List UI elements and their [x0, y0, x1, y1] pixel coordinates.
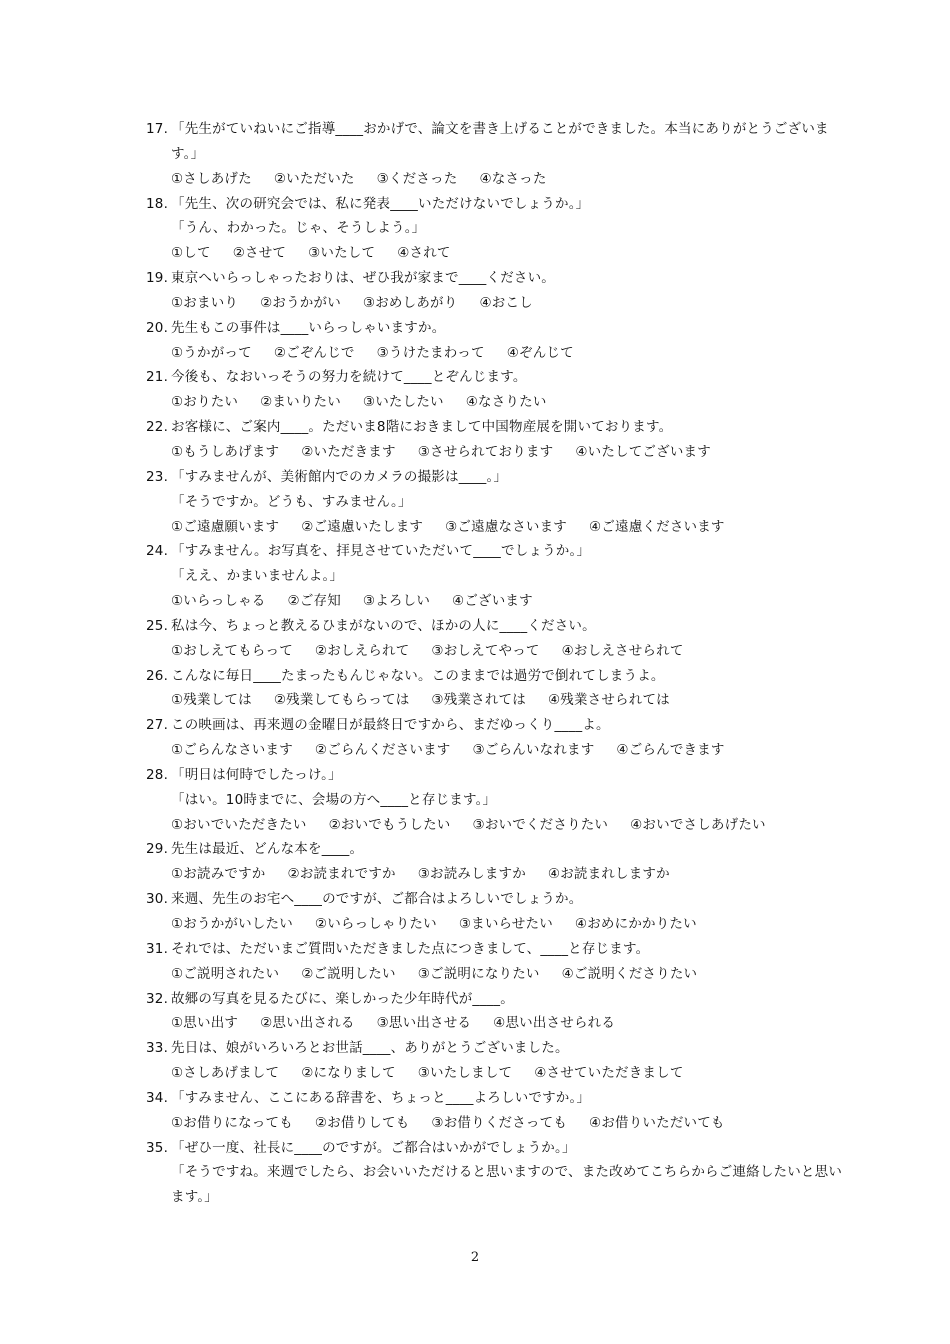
answer-option: ②ご存知 — [287, 593, 341, 610]
answer-option: ③くださった — [376, 170, 458, 187]
question-text: 「明日は何時でしたっけ。」 — [171, 766, 342, 783]
answer-option: ①おうかがいしたい — [171, 916, 293, 932]
answer-option: ③うけたまわって — [376, 344, 485, 361]
question-line — [0, 539, 950, 564]
answer-option: ④ごらんできます — [616, 742, 725, 759]
answer-option: ④ぞんじて — [506, 344, 574, 361]
question-number: 30. — [146, 891, 169, 908]
question-line — [0, 887, 950, 912]
answer-option: ②おしえられて — [314, 642, 410, 659]
answer-options — [0, 962, 950, 987]
question-text: ます。」 — [171, 1189, 218, 1206]
question-line — [0, 713, 950, 738]
answer-option: ②お読まれですか — [287, 866, 396, 883]
answer-option: ③おいでくださりたい — [472, 816, 609, 833]
answer-option: ①おりたい — [171, 394, 239, 411]
question-line — [0, 937, 950, 962]
answer-option: ④残業させられては — [547, 692, 670, 709]
answer-option: ②まいりたい — [260, 394, 341, 411]
question-number: 23. — [146, 468, 169, 485]
answer-options — [0, 515, 950, 540]
answer-options — [0, 589, 950, 614]
question-text: 「すみません。お写真を、拝見させていただいて____でしょうか。」 — [171, 543, 591, 560]
answer-options — [0, 813, 950, 838]
question-text: 来週、先生のお宅へ____のですが、ご都合はよろしいでしょうか。 — [171, 891, 583, 908]
question-text: 「すみませんが、美術館内でのカメラの撮影は____。」 — [171, 468, 508, 485]
answer-options — [0, 390, 950, 415]
question-line — [0, 365, 950, 390]
question-number: 26. — [146, 667, 169, 684]
answer-option: ④させていただきまして — [534, 1065, 684, 1082]
question-text: 「うん、わかった。じゃ、そうしよう。」 — [171, 220, 426, 237]
question-line — [0, 415, 950, 440]
answer-option: ③ご遠慮なさいます — [445, 518, 568, 535]
answer-option: ①ご説明されたい — [171, 965, 280, 982]
question-continuation-line — [0, 1185, 950, 1210]
answer-option: ③おめしあがり — [362, 294, 458, 311]
question-line — [0, 1036, 950, 1061]
question-number: 18. — [146, 195, 169, 212]
question-text: す。」 — [171, 145, 205, 162]
answer-option: ①お借りになっても — [171, 1114, 293, 1131]
question-text: 先日は、娘がいろいろとお世話____、ありがとうございました。 — [171, 1040, 569, 1057]
answer-options — [0, 1111, 950, 1136]
question-text: 私は今、ちょっと教えるひまがないので、ほかの人に____ください。 — [171, 617, 596, 634]
question-text: 今後も、なおいっそうの努力を続けて____とぞんじます。 — [171, 369, 527, 386]
answer-option: ④おしえさせられて — [561, 642, 684, 659]
question-text: 「そうですか。どうも、すみません。」 — [171, 493, 412, 510]
answer-option: ②になりまして — [301, 1065, 396, 1082]
answer-option: ④おこし — [479, 294, 533, 311]
answer-option: ①お読みですか — [171, 866, 266, 883]
answer-option: ④おめにかかりたい — [574, 916, 697, 932]
question-line — [0, 192, 950, 217]
answer-options — [0, 341, 950, 366]
answer-option: ③残業されては — [431, 692, 526, 709]
question-text: 故郷の写真を見るたびに、楽しかった少年時代が____。 — [171, 990, 514, 1007]
question-line — [0, 1136, 950, 1161]
question-line — [0, 664, 950, 689]
question-continuation-line — [0, 142, 950, 167]
question-text: 「先生がていねいにご指導____おかげで、論文を書き上げることができました。本当にありがとうございま — [171, 121, 829, 137]
answer-option: ②ごぞんじで — [273, 344, 355, 361]
answer-options — [0, 291, 950, 316]
question-continuation-line — [0, 216, 950, 241]
answer-option: ①うかがって — [171, 344, 252, 361]
answer-option: ③おしえてやって — [431, 642, 540, 659]
answer-option: ②お借りしても — [314, 1114, 410, 1131]
answer-option: ①もうしあげます — [171, 443, 280, 460]
question-number: 17. — [146, 121, 169, 137]
question-continuation-line — [0, 1160, 950, 1185]
question-number: 21. — [146, 369, 169, 386]
answer-option: ①さしあげた — [171, 170, 252, 187]
question-line — [0, 266, 950, 291]
answer-option: ③ご説明になりたい — [417, 965, 540, 982]
answer-options — [0, 862, 950, 887]
answer-option: ③お借りくださっても — [431, 1114, 568, 1131]
question-number: 34. — [146, 1089, 169, 1106]
answer-option: ②ご説明したい — [301, 965, 396, 982]
question-text: 「そうですね。来週でしたら、お会いいただけると思いますので、また改めてこちらからご連絡したいと思い — [171, 1164, 843, 1181]
question-number: 25. — [146, 617, 169, 634]
answer-options — [0, 167, 950, 192]
question-line — [0, 614, 950, 639]
question-number: 24. — [146, 543, 169, 560]
question-line — [0, 117, 950, 142]
answer-options — [0, 688, 950, 713]
answer-options — [0, 639, 950, 664]
question-text: 「すみません、ここにある辞書を、ちょっと____よろしいですか。」 — [171, 1089, 591, 1106]
question-text: 東京へいらっしゃったおりは、ぜひ我が家まで____ください。 — [171, 270, 555, 287]
answer-option: ③いたしまして — [417, 1065, 513, 1082]
question-number: 20. — [146, 319, 169, 336]
answer-option: ①さしあげまして — [171, 1065, 280, 1082]
answer-option: ④なさりたい — [465, 394, 547, 411]
question-number: 33. — [146, 1040, 169, 1057]
answer-option: ④ご遠慮くださいます — [589, 518, 725, 535]
answer-option: ①して — [171, 245, 211, 262]
question-line — [0, 987, 950, 1012]
question-continuation-line — [0, 788, 950, 813]
answer-option: ②いらっしゃりたい — [314, 916, 437, 932]
question-number: 35. — [146, 1139, 169, 1156]
answer-option: ④ございます — [452, 593, 533, 610]
answer-option: ④お借りいただいても — [589, 1114, 725, 1131]
answer-option: ①ごらんなさいます — [171, 742, 293, 759]
question-text: この映画は、再来週の金曜日が最終日ですから、まだゆっくり____よ。 — [171, 717, 610, 734]
answer-option: ③ごらんいなれます — [472, 742, 595, 759]
question-line — [0, 763, 950, 788]
question-text: 「はい。10時までに、会場の方へ____と存じます。」 — [171, 791, 497, 808]
answer-option: ①おいでいただきたい — [171, 816, 307, 833]
answer-option: ④お読まれしますか — [547, 866, 670, 883]
question-number: 19. — [146, 270, 169, 287]
answer-option: ③いたしたい — [362, 394, 444, 411]
answer-option: ③思い出させる — [376, 1015, 472, 1032]
answer-option: ①ご遠慮願います — [171, 518, 280, 535]
question-text: 「先生、次の研究会では、私に発表____いただけないでしょうか。」 — [171, 195, 590, 212]
answer-options — [0, 1061, 950, 1086]
answer-options — [0, 912, 950, 937]
answer-option: ④いたしてございます — [575, 443, 711, 460]
answer-option: ④思い出させられる — [493, 1015, 616, 1032]
answer-option: ①いらっしゃる — [171, 593, 266, 610]
question-line — [0, 1086, 950, 1111]
question-text: それでは、ただいまご質問いただきました点につきまして、____と存じます。 — [171, 940, 650, 957]
question-number: 29. — [146, 841, 169, 858]
question-number: 27. — [146, 717, 169, 734]
answer-option: ②いただきます — [301, 443, 396, 460]
answer-option: ③まいらせたい — [458, 916, 553, 932]
question-number: 22. — [146, 419, 169, 436]
answer-option: ②ご遠慮いたします — [301, 518, 424, 535]
answer-option: ④ご説明くださりたい — [561, 965, 698, 982]
answer-options — [0, 241, 950, 266]
answer-option: ②ごらんくださいます — [314, 742, 451, 759]
question-line — [0, 837, 950, 862]
answer-options — [0, 1011, 950, 1036]
question-number: 32. — [146, 990, 169, 1007]
answer-options — [0, 440, 950, 465]
question-text: 先生もこの事件は____いらっしゃいますか。 — [171, 319, 446, 336]
question-number: 28. — [146, 766, 169, 783]
question-continuation-line — [0, 564, 950, 589]
answer-option: ②おうかがい — [260, 294, 341, 311]
answer-option: ④おいでさしあげたい — [630, 816, 766, 833]
question-text: お客様に、ご案内____。ただいま8階におきまして中国物産展を開いております。 — [171, 419, 673, 436]
answer-option: ④なさった — [479, 170, 547, 187]
answer-option: ③お読みしますか — [417, 866, 526, 883]
page-number: 2 — [470, 1250, 480, 1265]
answer-option: ③いたして — [308, 245, 376, 262]
answer-option: ②残業してもらっては — [273, 692, 410, 709]
answer-option: ①おまいり — [171, 294, 239, 311]
question-text: 「ぜひ一度、社長に____のですが。ご都合はいかがでしょうか。」 — [171, 1139, 576, 1156]
question-line — [0, 465, 950, 490]
answer-option: ②おいでもうしたい — [328, 816, 451, 833]
answer-option: ④されて — [397, 245, 451, 262]
answer-options — [0, 738, 950, 763]
question-number: 31. — [146, 940, 169, 957]
answer-option: ③させられております — [417, 443, 554, 460]
answer-option: ②させて — [232, 245, 287, 262]
question-text: 「ええ、かまいませんよ。」 — [171, 568, 344, 585]
answer-option: ②いただいた — [273, 170, 355, 187]
answer-option: ③よろしい — [362, 593, 431, 610]
question-text: 先生は最近、どんな本を____。 — [171, 841, 364, 858]
question-text: こんなに毎日____たまったもんじゃない。このままでは過労で倒れてしまうよ。 — [171, 667, 665, 684]
answer-option: ①残業しては — [171, 692, 252, 709]
question-list — [0, 117, 950, 1210]
answer-option: ②思い出される — [260, 1015, 355, 1032]
question-line — [0, 316, 950, 341]
answer-option: ①おしえてもらって — [171, 642, 293, 659]
question-continuation-line — [0, 490, 950, 515]
answer-option: ①思い出す — [171, 1015, 239, 1032]
